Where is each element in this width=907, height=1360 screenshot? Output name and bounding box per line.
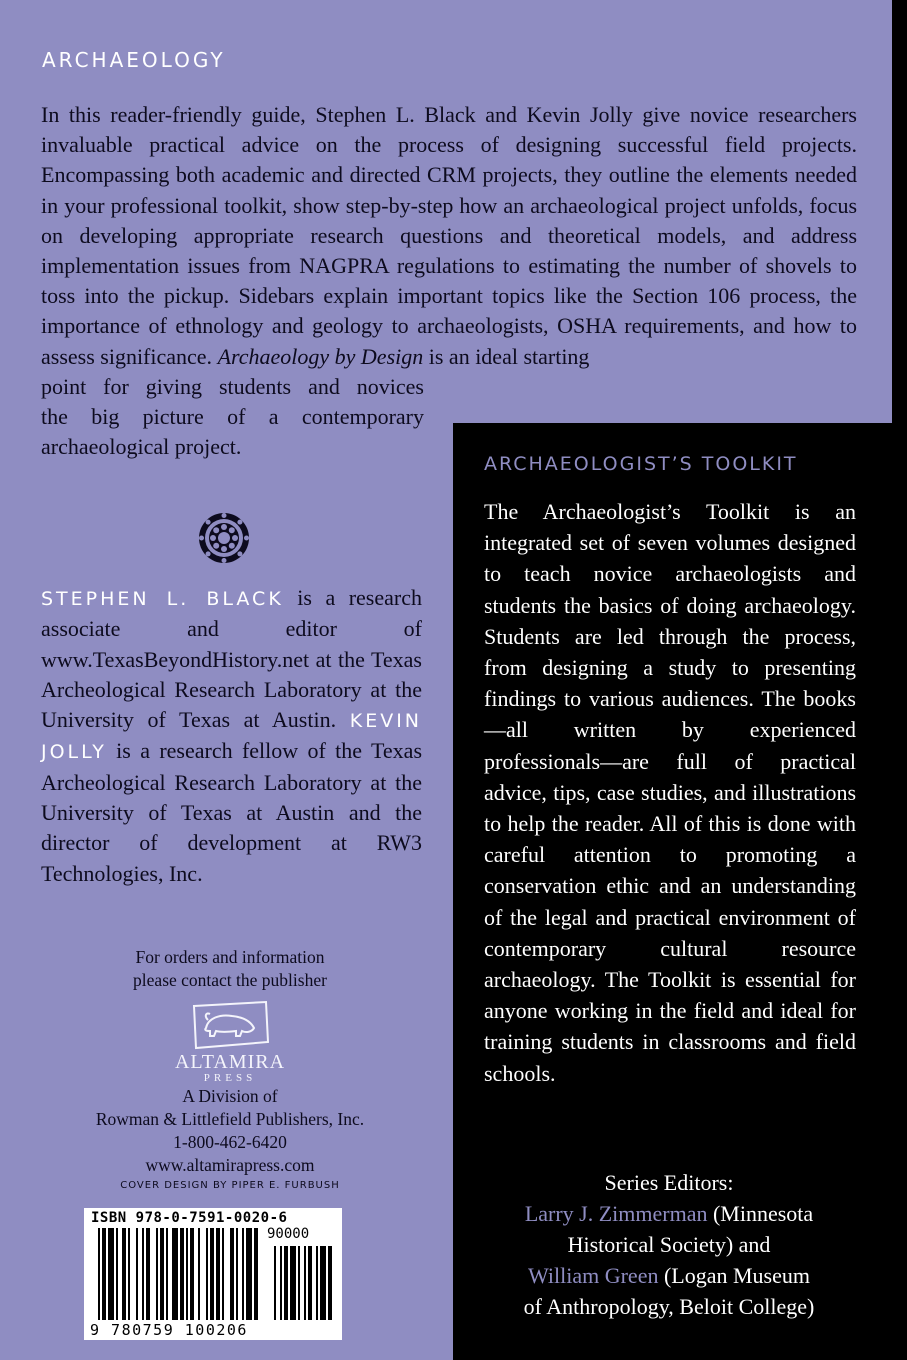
altamira-bison-logo-icon [188, 998, 272, 1052]
editor-2-affiliation-b: of Anthropology, Beloit College) [523, 1294, 815, 1319]
barcode-bar [156, 1228, 158, 1320]
isbn-label: ISBN 978-0-7591-0020-6 [91, 1210, 288, 1226]
barcode-bar [128, 1228, 130, 1320]
publisher-info [40, 946, 420, 1195]
toolkit-description: The Archaeologist’s Toolkit is an integrated set of seven volumes designed to teach novice archaeologists and students the basics of doing archaeology. Students are led through the process, from designing a study to presenting findings to various audiences. The books—all written by experienced professionals—are full of practical advice, tips, case studies, and illustrations to help the reader. All of this is done with careful attention to promoting a conservation ethic and an understanding of the legal and practical environment of contemporary cultural resource archaeology. The Toolkit is essential for anyone working in the field and ideal for training students in classrooms and field schools. [484, 499, 856, 1086]
price-code: 90000 [267, 1226, 310, 1242]
description-line-3: the big picture of a contemporary [41, 404, 424, 430]
author-bio-jolly: is a research fellow of the Texas Archeological Research Laboratory at the University of Texas at Austin and the director of development at RW3 Technologies, Inc. [41, 738, 423, 886]
price-addon-bar [316, 1246, 318, 1320]
series-editors [478, 1167, 860, 1322]
price-addon-bar [304, 1246, 306, 1320]
contact-line-1: For orders and information [135, 947, 325, 967]
price-addon-bar [328, 1246, 332, 1320]
editor-2-name: William Green [528, 1263, 659, 1288]
barcode-bar [146, 1228, 150, 1320]
barcode-bar [186, 1228, 188, 1320]
editor-2-affiliation-a: (Logan Museum [663, 1263, 810, 1288]
ean-digits: 9 780759 100206 [90, 1321, 248, 1339]
barcode-bar [210, 1228, 214, 1320]
description-main: In this reader-friendly guide, Stephen L. Black and Kevin Jolly give novice researchers invaluable practical advice on the process of designing successful field projects. Encompassing both academic and directed CRM projects, they outline the elements needed in your professional toolkit, show step-by-step how an archaeological project unfolds, focus on developing appropriate research questions and theoretical models, and address implementation issues from NAGPRA regulations to estimating the number of shovels to toss into the pickup. Sidebars explain important topics like the Section 106 process, the importance of ethnology and geology to archaeologists, OSHA requirements, and how to assess significance. [41, 102, 857, 369]
price-addon-bar [274, 1246, 276, 1320]
barcode-bar [206, 1228, 208, 1320]
barcode-bar [136, 1228, 138, 1320]
barcode-bar [222, 1228, 224, 1320]
price-addon-bar [280, 1246, 282, 1320]
toolkit-title: ARCHAEOLOGIST’S TOOLKIT [484, 453, 798, 475]
ornament-icon [198, 512, 250, 564]
publisher-logo-text: ALTAMIRA [174, 1051, 286, 1073]
price-addon-bar [308, 1246, 312, 1320]
barcode-bar [142, 1228, 144, 1320]
isbn-barcode [84, 1208, 342, 1340]
barcode-bar [160, 1228, 164, 1320]
editor-1-affiliation-a: (Minnesota [712, 1201, 814, 1226]
cover-design-credit: COVER DESIGN BY PIPER E. FURBUSH [120, 1180, 340, 1191]
book-title-italic: Archaeology by Design [217, 343, 424, 369]
contact-line-2: please contact the publisher [133, 970, 327, 990]
publisher-division: A Division of [182, 1086, 278, 1106]
barcode-bar [180, 1228, 184, 1320]
barcode-bar [236, 1228, 238, 1320]
editor-1-name: Larry J. Zimmerman [524, 1201, 708, 1226]
publisher-website: www.altamirapress.com [145, 1155, 315, 1175]
author-name-jolly: KEVIN JOLLY [41, 710, 423, 764]
barcode-bar [216, 1228, 220, 1320]
barcode-bar [246, 1228, 252, 1320]
barcode-bar [122, 1228, 126, 1320]
black-edge-strip [892, 0, 907, 423]
series-editors-heading: Series Editors: [604, 1170, 734, 1195]
author-bio [41, 583, 422, 889]
barcode-bar [102, 1228, 106, 1320]
barcode-bar [230, 1228, 234, 1320]
barcode-bar [98, 1228, 100, 1320]
barcode-bar [116, 1228, 118, 1320]
price-addon-bar [320, 1246, 326, 1320]
price-addon-bar [284, 1246, 288, 1320]
publisher-logo-subtext: PRESS [203, 1072, 257, 1084]
publisher-phone: 1-800-462-6420 [173, 1132, 287, 1152]
description-tail: is an ideal starting [428, 343, 590, 369]
barcode-bar [108, 1228, 114, 1320]
book-description [41, 100, 857, 462]
barcode-bar [172, 1228, 178, 1320]
barcode-bar [166, 1228, 168, 1320]
price-addon-bar [290, 1246, 296, 1320]
barcode-bar [242, 1228, 244, 1320]
barcode-bar [190, 1228, 194, 1320]
author-bio-black: is a research associate and editor of www.TexasBeyondHistory.net at the Texas Archeological Research Laboratory at the University of Texas at Austin. [41, 585, 422, 733]
barcode-bar [254, 1228, 258, 1320]
category-label: ARCHAEOLOGY [42, 48, 226, 72]
editor-1-affiliation-b: Historical Society) and [567, 1232, 771, 1257]
author-name-black: STEPHEN L. BLACK [41, 588, 284, 610]
barcode-bar [198, 1228, 200, 1320]
description-line-4: archaeological project. [41, 434, 242, 460]
price-addon-bar [298, 1246, 300, 1320]
description-line-2: point for giving students and novices [41, 373, 424, 399]
publisher-parent: Rowman & Littlefield Publishers, Inc. [95, 1109, 365, 1129]
